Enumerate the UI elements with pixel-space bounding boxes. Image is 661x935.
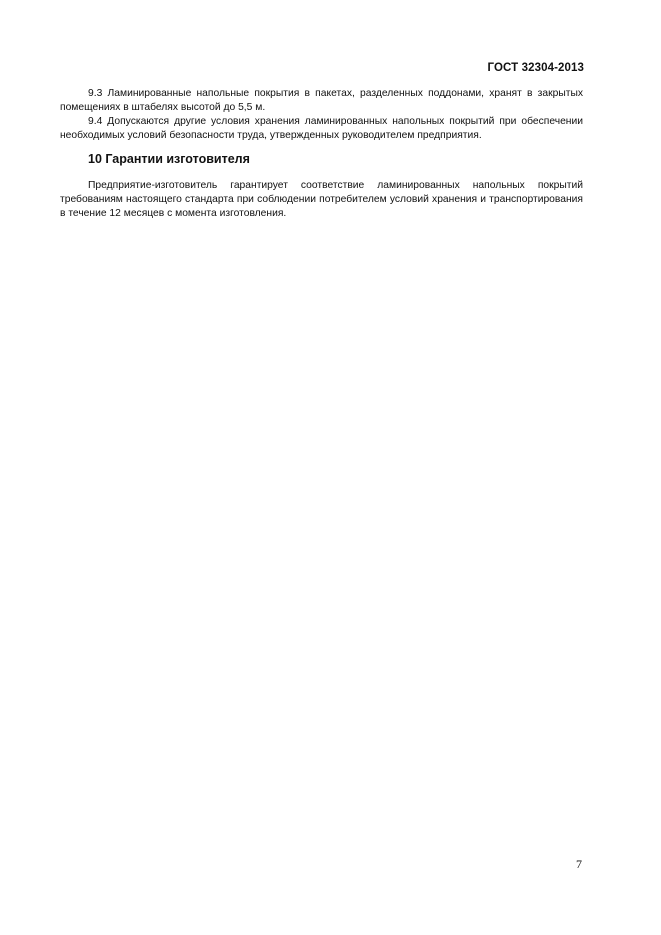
standard-code: ГОСТ 32304-2013 — [487, 62, 584, 74]
paragraph-9-4: 9.4 Допускаются другие условия хранения ламинированных напольных покрытий при обеспечении необходимых условий безопасности труда, утвержденных руководителем предприятия. — [60, 116, 583, 141]
section-10-heading: 10 Гарантии изготовителя — [88, 152, 250, 166]
page-number: 7 — [576, 857, 582, 871]
paragraph-10: Предприятие-изготовитель гарантирует соответствие ламинированных напольных покрытий требованиям настоящего стандарта при соблюдении потребителем условий хранения и транспортирования в течение 12 месяцев с момента изготовления. — [60, 180, 583, 219]
paragraph-9-3: 9.3 Ламинированные напольные покрытия в пакетах, разделенных поддонами, хранят в закрытых помещениях в штабелях высотой до 5,5 м. — [60, 88, 583, 113]
section-9-text — [60, 87, 583, 143]
section-10-text — [60, 179, 583, 221]
